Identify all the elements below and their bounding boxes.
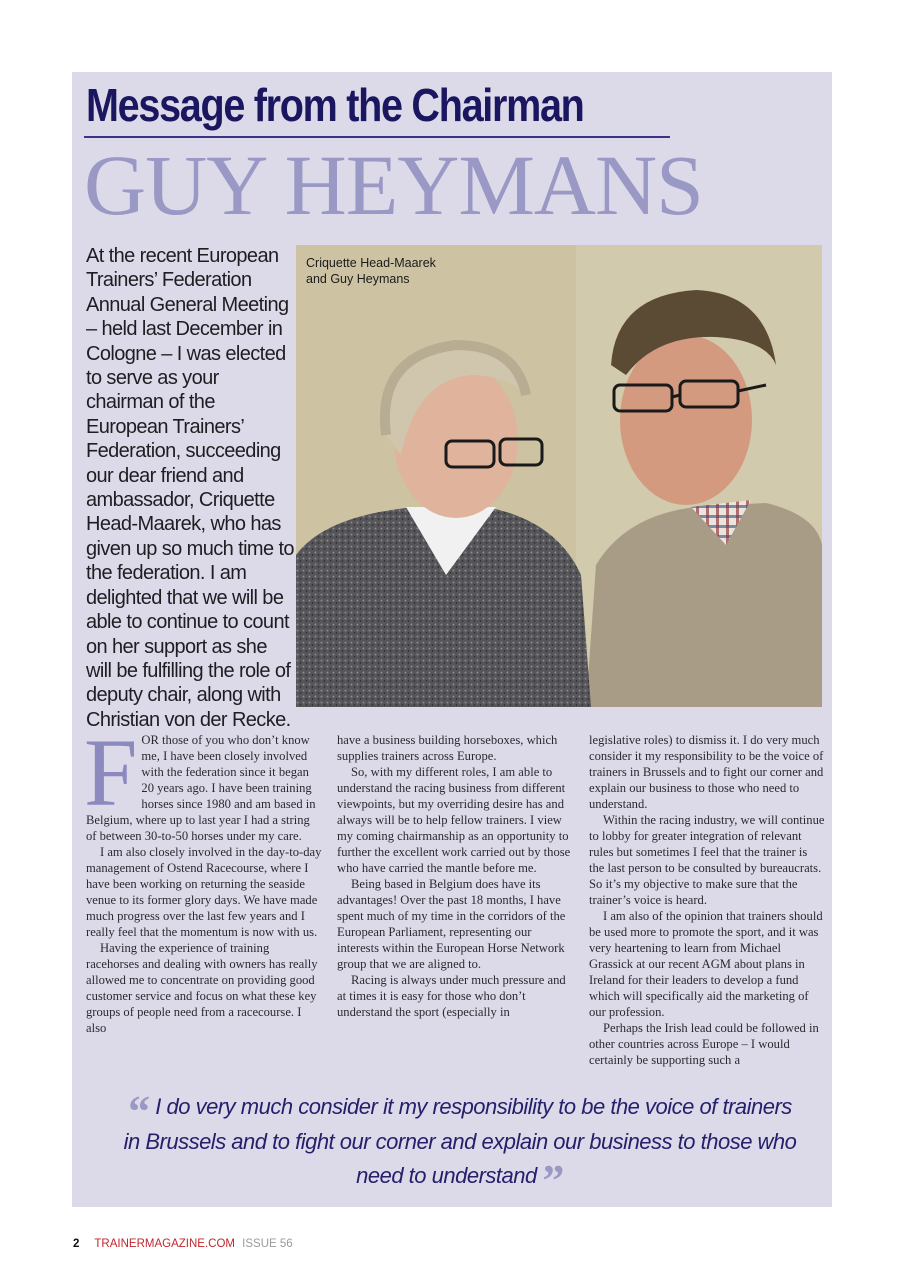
caption-line-2: and Guy Heymans [306, 272, 410, 286]
body-paragraph: Being based in Belgium does have its advantages! Over the past 18 months, I have spent much of my time in the corridors of the European Parliament, representing our interests within the European Horse Network group that we are aligned to. [337, 877, 566, 971]
open-quote-icon: “ [128, 1087, 150, 1136]
body-paragraph: FOR those of you who don’t know me, I have been closely involved with the federation since it began 20 years ago. I have been training horses since 1980 and am based in Belgium, where up to last year I had a string of between 30-to-50 horses under my care. [84, 719, 316, 843]
pull-quote-text: I do very much consider it my responsibility to be the voice of trainers in Brussels and to fight our corner and explain our business to those who need to understand [123, 1094, 797, 1188]
close-quote-icon: ” [542, 1156, 564, 1205]
photo-illustration [296, 245, 822, 707]
caption-line-1: Criquette Head-Maarek [306, 256, 436, 270]
body-column-1 [84, 719, 322, 1036]
body-paragraph: I am also of the opinion that trainers should be used more to promote the sport, and it was very heartening to learn from Michael Grassick at our recent AGM about plans in Ireland for their leaders to develop a fund which will specifically aid the marketing of our profession. [589, 909, 823, 1019]
page-footer [73, 1238, 293, 1250]
pull-quote [120, 1087, 800, 1205]
drop-cap: F [84, 719, 138, 826]
article-body [84, 719, 825, 1082]
body-column-3 [589, 732, 825, 1068]
body-paragraph: Having the experience of training racehorses and dealing with owners has really allowed me to concentrate on providing good customer service and focus on what these key groups of people need from a racecourse. I also [86, 941, 318, 1035]
section-heading: Message from the Chairman [86, 79, 584, 131]
intro-paragraph: At the recent European Trainers’ Federation Annual General Meeting – held last December in Cologne – I was elected to serve as your chairman of the European Trainers’ Federation, succeeding our dear friend and ambassador, Criquette Head-Maarek, who has given up so much time to the federation. I am delighted that we will be able to continue to count on her support as she will be fulfilling the role of deputy chair, along with Christian von der Recke. [86, 245, 294, 731]
body-column-2 [337, 732, 573, 1020]
body-paragraph: Perhaps the Irish lead could be followed in other countries across Europe – I would certainly be supporting such a [589, 1021, 819, 1067]
page-number: 2 [73, 1238, 80, 1250]
body-paragraph: Racing is always under much pressure and at times it is easy for those who don’t understand the sport (especially in [337, 973, 566, 1019]
article-photo [296, 245, 822, 707]
site-link[interactable]: TRAINERMAGAZINE.COM [94, 1238, 235, 1250]
author-name: GUY HEYMANS [84, 137, 703, 233]
body-paragraph: legislative roles) to dismiss it. I do very much consider it my responsibility to be the voice of trainers in Brussels and to fight our corner and explain our business to those who need to understand. [589, 733, 824, 811]
issue-label: ISSUE 56 [242, 1238, 293, 1250]
photo-caption [306, 255, 486, 287]
body-paragraph: have a business building horseboxes, which supplies trainers across Europe. [337, 733, 558, 763]
body-paragraph: So, with my different roles, I am able to understand the racing business from different viewpoints, but my overriding desire has and always will be to help fellow trainers. I view my coming chairmanship as an opportunity to further the excellent work carried out by those who have carried the mantle before me. [337, 765, 571, 875]
body-paragraph: Within the racing industry, we will continue to lobby for greater integration of relevant rules but sometimes I feel that the trainer is the last person to be consulted by bureaucrats. So it’s my objective to make sure that the trainer’s voice is heard. [589, 813, 825, 907]
body-paragraph: I am also closely involved in the day-to-day management of Ostend Racecourse, where I have been working on returning the seaside venue to its former glory days. We have made much progress over the last few years and I really feel that the momentum is now with us. [86, 845, 322, 939]
